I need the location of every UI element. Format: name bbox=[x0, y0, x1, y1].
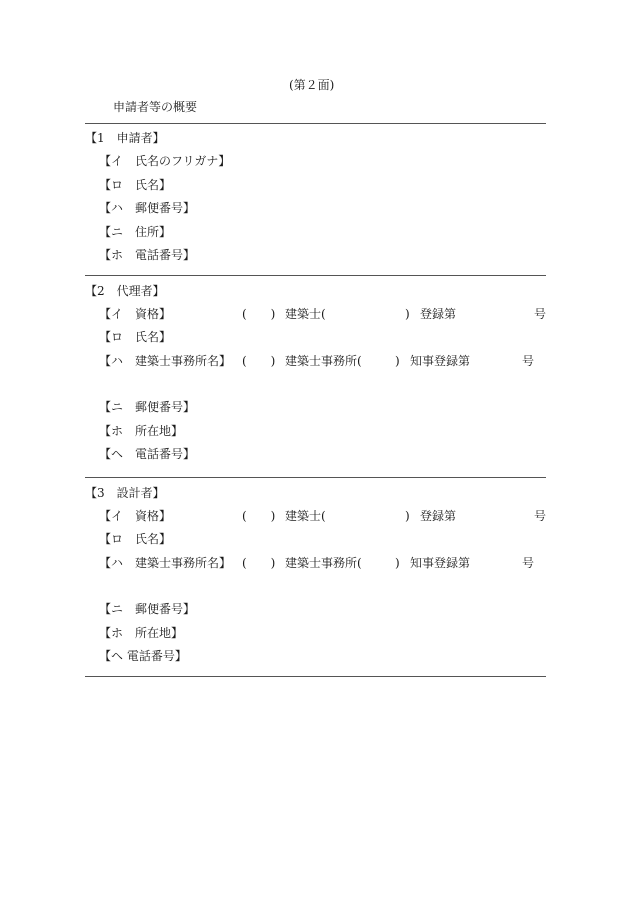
field-label-location: 【ホ 所在地】 bbox=[99, 626, 184, 640]
qualification-close-paren: ) bbox=[405, 307, 410, 321]
page-label: (第２面) bbox=[289, 78, 335, 92]
office-architect: 建築士事務所( bbox=[285, 354, 362, 368]
field-label-office-name: 【ハ 建築士事務所名】 bbox=[99, 556, 232, 570]
office-registration-label: 知事登録第 bbox=[410, 556, 471, 570]
office-architect: 建築士事務所( bbox=[285, 556, 362, 570]
field-label-name: 【ロ 氏名】 bbox=[99, 330, 172, 344]
qualification-architect: 建築士( bbox=[285, 307, 326, 321]
field-label-office-name: 【ハ 建築士事務所名】 bbox=[99, 354, 232, 368]
page-heading: 申請者等の概要 bbox=[113, 100, 198, 114]
registration-number-suffix: 号 bbox=[534, 307, 547, 321]
divider-top bbox=[85, 123, 546, 124]
qualification-architect: 建築士( bbox=[285, 509, 326, 523]
office-class-paren: ( ) bbox=[242, 556, 276, 570]
field-label-furigana: 【イ 氏名のフリガナ】 bbox=[99, 154, 231, 168]
qualification-class-paren: ( ) bbox=[242, 307, 276, 321]
office-close-paren: ) bbox=[395, 354, 400, 368]
field-label-address: 【ニ 住所】 bbox=[99, 225, 172, 239]
office-registration-number-suffix: 号 bbox=[522, 354, 535, 368]
section-title-designer: 【3 設計者】 bbox=[85, 486, 165, 500]
office-registration-label: 知事登録第 bbox=[410, 354, 471, 368]
field-label-phone: 【ホ 電話番号】 bbox=[99, 248, 196, 262]
field-label-phone: 【ヘ 電話番号】 bbox=[99, 649, 187, 663]
registration-label: 登録第 bbox=[420, 509, 457, 523]
field-label-postal: 【ニ 郵便番号】 bbox=[99, 602, 196, 616]
qualification-close-paren: ) bbox=[405, 509, 410, 523]
section-title-applicant: 【1 申請者】 bbox=[85, 131, 165, 145]
qualification-class-paren: ( ) bbox=[242, 509, 276, 523]
field-label-phone: 【ヘ 電話番号】 bbox=[99, 447, 196, 461]
registration-label: 登録第 bbox=[420, 307, 457, 321]
field-label-postal: 【ハ 郵便番号】 bbox=[99, 201, 196, 215]
field-label-name: 【ロ 氏名】 bbox=[99, 532, 172, 546]
office-close-paren: ) bbox=[395, 556, 400, 570]
office-registration-number-suffix: 号 bbox=[522, 556, 535, 570]
field-label-postal: 【ニ 郵便番号】 bbox=[99, 400, 196, 414]
registration-number-suffix: 号 bbox=[534, 509, 547, 523]
divider-2 bbox=[85, 477, 546, 478]
field-label-qualification: 【イ 資格】 bbox=[99, 509, 172, 523]
field-label-qualification: 【イ 資格】 bbox=[99, 307, 172, 321]
divider-1 bbox=[85, 275, 546, 276]
office-class-paren: ( ) bbox=[242, 354, 276, 368]
field-label-name: 【ロ 氏名】 bbox=[99, 178, 172, 192]
field-label-location: 【ホ 所在地】 bbox=[99, 424, 184, 438]
section-title-agent: 【2 代理者】 bbox=[85, 284, 165, 298]
divider-bottom bbox=[85, 676, 546, 677]
